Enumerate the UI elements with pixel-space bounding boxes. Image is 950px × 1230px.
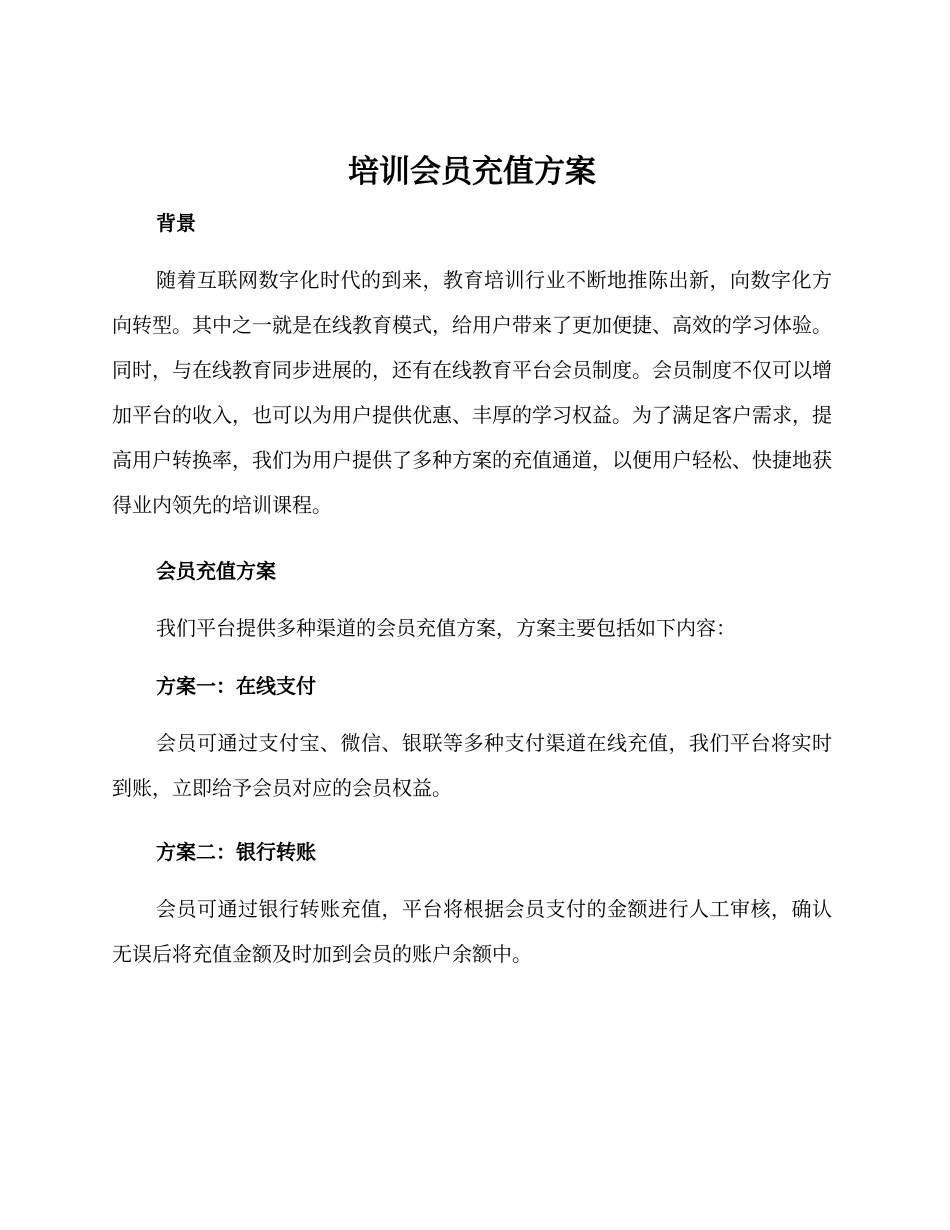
section-heading-option-two: 方案二：银行转账 [156, 840, 316, 864]
paragraph-plan-intro: 我们平台提供多种渠道的会员充值方案，方案主要包括如下内容： [156, 616, 736, 640]
section-heading-background: 背景 [156, 211, 196, 235]
section-heading-recharge-plan: 会员充值方案 [156, 559, 276, 583]
paragraph-option-two: 会员可通过银行转账充值，平台将根据会员支付的金额进行人工审核，确认无误后将充值金额及时加到会员的账户余额中。 [112, 897, 832, 966]
section-heading-option-one: 方案一：在线支付 [156, 674, 316, 698]
paragraph-background: 随着互联网数字化时代的到来，教育培训行业不断地推陈出新，向数字化方向转型。其中之一就是在线教育模式，给用户带来了更加便捷、高效的学习体验。同时，与在线教育同步进展的，还有在线教育平台会员制度。会员制度不仅可以增加平台的收入，也可以为用户提供优惠、丰厚的学习权益。为了满足客户需求，提高用户转换率，我们为用户提供了多种方案的充值通道，以便用户轻松、快捷地获得业内领先的培训课程。 [112, 268, 832, 517]
paragraph-option-one: 会员可通过支付宝、微信、银联等多种支付渠道在线充值，我们平台将实时到账，立即给予会员对应的会员权益。 [112, 731, 832, 800]
document-body [112, 150, 832, 977]
page-title: 培训会员充值方案 [348, 154, 596, 190]
